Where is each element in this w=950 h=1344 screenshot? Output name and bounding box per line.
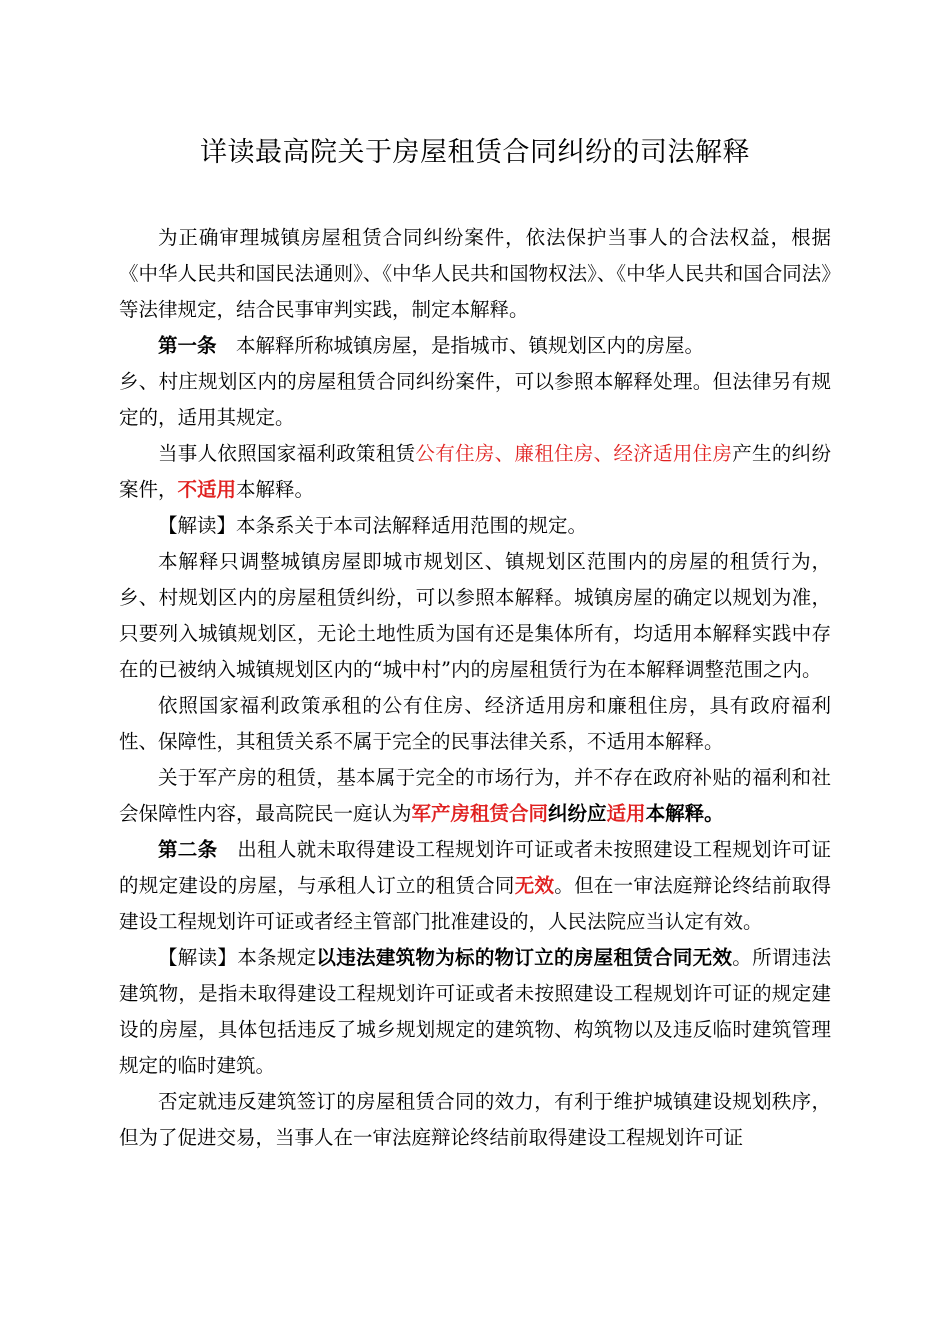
highlight-not-applicable: 不适用 <box>177 478 237 501</box>
document-title: 详读最高院关于房屋租赁合同纠纷的司法解释 <box>200 137 750 168</box>
highlight-applicable: 适用 <box>606 802 646 825</box>
interpretation-1-p4-text-a: 关于军产房的租赁，基本属于完全的市场行为，并不存在政府补贴的福利和社会保障性内容，最高院民一庭认为 <box>119 766 831 825</box>
article-1-paragraph <box>119 328 831 364</box>
highlight-military-housing: 军产房租赁合同 <box>411 802 549 825</box>
document-body <box>119 220 831 1156</box>
article-2-paragraph <box>119 832 831 940</box>
article-1-continuation: 乡、村庄规划区内的房屋租赁合同纠纷案件，可以参照本解释处理。但法律另有规定的，适用其规定。 <box>119 370 831 429</box>
article-1-p2-text-c: 本解释。 <box>236 478 315 501</box>
interpretation-2-text-b: 。所谓违法建筑物，是指未取得建设工程规划许可证或者未按照建设工程规划许可证的规定建设的房屋，具体包括违反了城乡规划规定的建筑物、构筑物以及违反临时建筑管理规定的临时建筑。 <box>119 946 831 1077</box>
highlight-invalid: 无效 <box>514 874 555 897</box>
highlight-illegal-building: 以违法建筑物为标的物订立的房屋租赁合同无效 <box>316 946 733 969</box>
highlight-housing-types: 公有住房、廉租住房、经济适用住房 <box>415 442 733 465</box>
article-2-text-a: 出租人就未取得建设工程规划许可证或者未按照建设工程规划许可证的规定建设的房屋，与承租人订立的租赁合同 <box>119 838 831 897</box>
interpretation-2-paragraph-2: 否定就违反建筑签订的房屋租赁合同的效力，有利于维护城镇建设规划秩序，但为了促进交易，当事人在一审法庭辩论终结前取得建设工程规划许可证 <box>119 1090 831 1149</box>
interpretation-1-paragraph-3: 依照国家福利政策承租的公有住房、经济适用房和廉租住房，具有政府福利性、保障性，其租赁关系不属于完全的民事法律关系，不适用本解释。 <box>119 694 831 753</box>
interpretation-1-paragraph-4 <box>119 760 831 832</box>
article-1-label: 第一条 <box>158 334 217 357</box>
article-2-text-b: 。但在一审法庭辩论终结前取得建设工程规划许可证或者经主管部门批准建设的，人民法院应当认定有效。 <box>119 874 831 933</box>
article-2-label: 第二条 <box>158 838 218 861</box>
interpretation-1-paragraph-2: 本解释只调整城镇房屋即城市规划区、镇规划区范围内的房屋的租赁行为，乡、村规划区内的房屋租赁纠纷，可以参照本解释。城镇房屋的确定以规划为准，只要列入城镇规划区，无论土地性质为国有还是集体所有，均适用本解释实践中存在的已被纳入城镇规划区内的“城中村”内的房屋租赁行为在本解释调整范围之内。 <box>119 550 831 681</box>
interpretation-1-p4-text-b: 纠纷应 <box>548 802 607 825</box>
interpretation-2-text-a: 【解读】本条规定 <box>158 946 317 969</box>
intro-paragraph: 为正确审理城镇房屋租赁合同纠纷案件，依法保护当事人的合法权益，根据《中华人民共和国民法通则》、《中华人民共和国物权法》、《中华人民共和国合同法》等法律规定，结合民事审判实践，制定本解释。 <box>119 226 831 321</box>
article-1-paragraph-2 <box>119 436 831 508</box>
interpretation-2-paragraph <box>119 940 831 1084</box>
article-1-text: 本解释所称城镇房屋，是指城市、镇规划区内的房屋。 <box>216 334 705 357</box>
article-1-p2-text-b: 产生的纠纷案件， <box>119 442 831 501</box>
article-1-p2-text-a: 当事人依照国家福利政策租赁 <box>158 442 416 465</box>
interpretation-1-heading: 【解读】本条系关于本司法解释适用范围的规定。 <box>158 514 588 537</box>
interpretation-1-p4-text-c: 本解释。 <box>645 802 724 825</box>
